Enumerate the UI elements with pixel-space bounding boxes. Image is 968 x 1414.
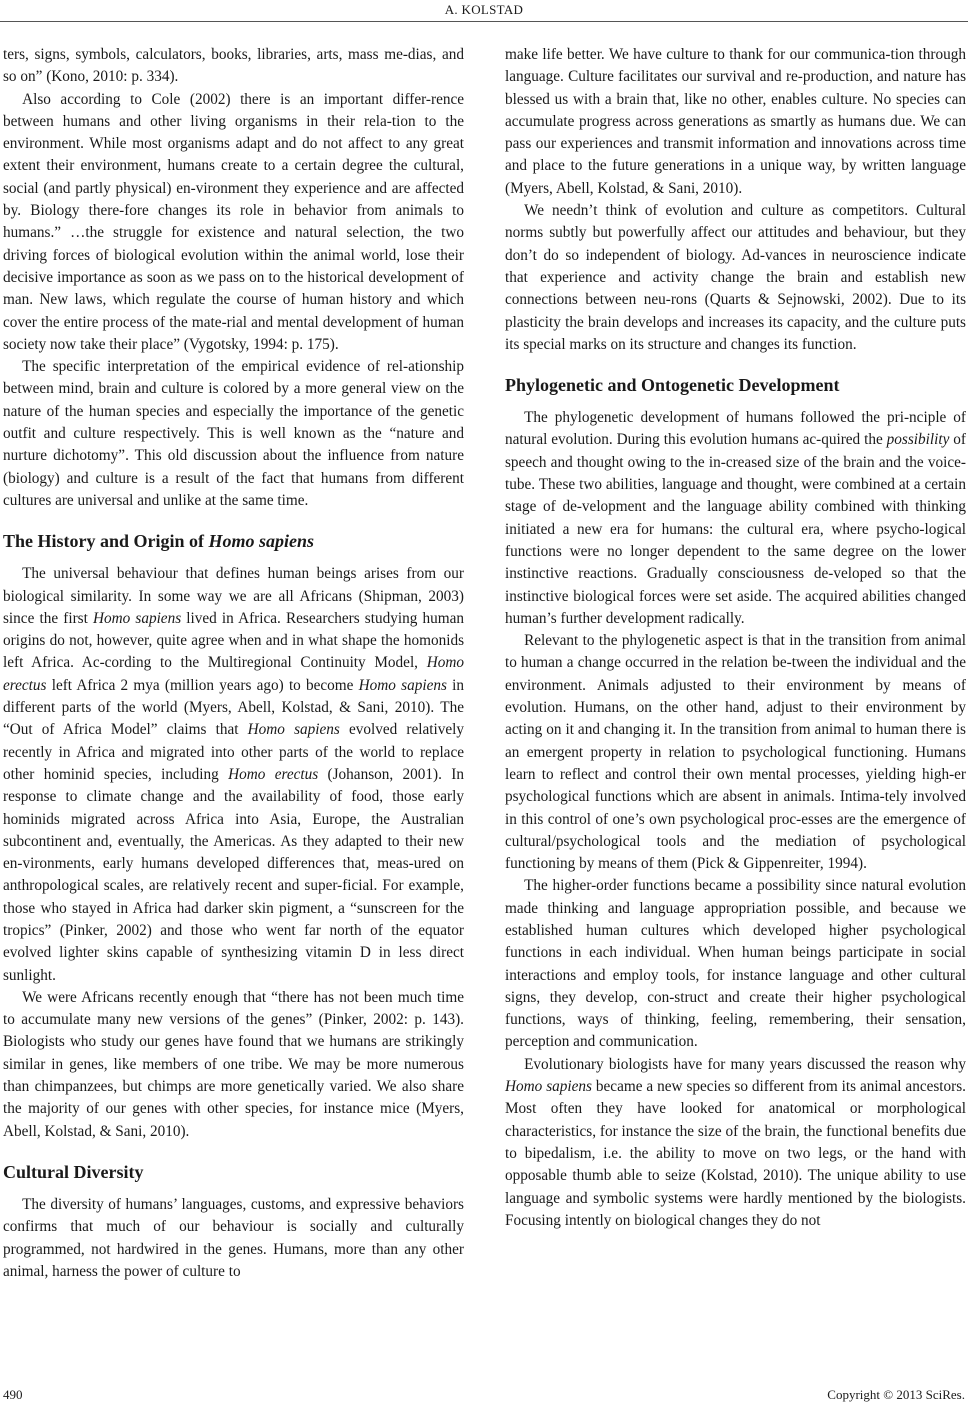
text-run: of speech and thought owing to the in-creased size of the brain and the voice-tube. These two abilities, language and thought, were combined at a certain stage of de-velopment and the language ability combined with thinking initiated a new era for humans: the cultural era, where psycho-logical functions were no longer dependent to the same degree on the lower instinctive reactions. Gradually consciousness de-veloped so that the instinctive biological forces were set aside. The acquired abilities changed human’s further development radically.: [505, 431, 966, 627]
emphasis: possibility: [886, 431, 950, 449]
species-name: Homo sapiens: [92, 609, 182, 627]
paragraph: [3, 563, 464, 987]
species-name: Homo erectus: [228, 765, 319, 783]
section-heading-diversity: Cultural Diversity: [3, 1161, 144, 1182]
paragraph: Also according to Cole (2002) there is an important differ-rence between humans and other living organisms in their rela-tion to the environment. While most organisms adapt and do not affect to any great extent their environment, humans create to a certain degree the cultural, social (and partly physical) en-vironment they experience and are affected by. Biology there-fore changes its role in behavior from animals to humans.” …the struggle for existence and natural selection, the two driving forces of biological evolution within the animal world, lose their decisive importance as soon as we pass on to the historical development of man. New laws, which regulate the course of human history and which cover the entire process of the mate-rial and mental development of human society now take their place” (Vygotsky, 1994: p. 175).: [3, 90, 464, 353]
copyright-notice: Copyright © 2013 SciRes.: [827, 1387, 965, 1402]
paragraph: The higher-order functions became a possibility since natural evolution made thinking and language appropriation possible, and because we established human cultures which developed higher psychological functions in each individual. When human beings participate in social interactions and employ tools, for instance language and other cultural signs, they develop, con-struct and create their higher psychological functions, ways of thinking, feeling, remembering, their sensation, perception and communication.: [505, 877, 966, 1051]
species-name: Homo erectus: [3, 654, 464, 694]
page-number: 490: [3, 1387, 23, 1402]
text-run: (Johanson, 2001). In response to climate change and the availability of food, those early hominids migrated across Africa into Asia, Europe, the Australian subcontinent and, eventually, the Americas. As they adapted to their new en-vironments, early humans developed differences that, meas-ured on anthropological scales, are relatively recent and super-ficial. For example, those who stayed in Africa had darker skin pigment, a “sunscreen for the tropics” (Pinker, 2002) and those who went far north of the equator evolved lighter skins capable of synthesizing vitamin D in less direct sunlight.: [3, 765, 464, 984]
text-run: lived in Africa. Researchers studying human origins do not, however, quite agree when and in what shape the homonids left Africa. Ac-cording to the Multiregional Continuity Model,: [3, 609, 464, 672]
running-header: A. KOLSTAD: [444, 2, 524, 17]
paragraph: We needn’t think of evolution and culture as competitors. Cultural norms subtly but powerfully affect our attitudes and behaviour, but they don’t do so independent of biology. Ad-vances in neuroscience indicate that experience and activity change the brain and establish new connections between neu-rons (Quarts & Sejnowski, 2002). Due to its plasticity the brain develops and increases its capacity, and the culture puts its special marks on its structure and changes its function.: [505, 202, 966, 353]
paragraph: The specific interpretation of the empirical evidence of rel-ationship between mind, brain and culture is colored by a more general view on the nature of the human species and especially the importance of the genetic outfit and culture respectively. This is well known as the “nature and nurture dichotomy”. This old discussion about the influence from nature (biology) and culture is a result of the fact that humans from different cultures are universal and unlike at the same time.: [3, 358, 464, 509]
heading-text: The History and Origin of: [3, 531, 209, 552]
paragraph: Relevant to the phylogenetic aspect is that in the transition from animal to human a change occurred in the relation be-tween the individual and the environment. Animals adjusted to their environment by means of evolution. Humans, on the other hand, adjust to their environment by acting on it and changing it. In the transition from animal to human there is an emergent property in relation to psychological functioning. Humans learn to reflect and control their own mental processes, yielding high-er psychological functions which are absent in animals. Intima-tely involved in this control of one’s own psychological proc-esses are the emergence of cultural/psychological tools and the mediation of psychological functioning by means of them (Pick & Gippenreiter, 1994).: [505, 632, 966, 873]
paragraph: We were Africans recently enough that “there has not been much time to accumulate many new versions of the genes” (Pinker, 2002: p. 143). Biologists who study our genes have found that we humans are strikingly similar in genes, like members of one tribe. We may be more numerous than chimpanzees, but chimps are more genetically varied. We also share the majority of our genes with other species, for instance mice (Myers, Abell, Kolstad, & Sani, 2010).: [3, 988, 464, 1140]
paragraph: [505, 1054, 966, 1232]
species-name: Homo sapiens: [358, 676, 447, 694]
right-column: [505, 44, 966, 1232]
text-run: evolved relatively recently in Africa and migrated into other parts of the world to replace other hominid species, including: [3, 721, 464, 783]
heading-species-name: Homo sapiens: [208, 531, 315, 552]
species-name: Homo sapiens: [505, 1078, 592, 1096]
text-run: left Africa 2 mya (million years ago) to become: [46, 676, 359, 694]
paragraph: make life better. We have culture to thank for our communica-tion through language. Culture facilitates our survival and re-production, and nature has blessed us with a brain that, like no other, enables culture. No species can accumulate progress across generations as smartly as humans due. We can pass our experiences and transmit information and innovations across time and place to the future generations in a unique way, by written language (Myers, Abell, Kolstad, & Sani, 2010).: [505, 46, 966, 197]
text-run: The universal behaviour that defines human beings arises from our biological similarity. In some way we are all Africans (Shipman, 2003) since the first: [3, 565, 464, 627]
section-heading-phylogenetic: Phylogenetic and Ontogenetic Development: [505, 375, 840, 396]
text-run: The phylogenetic development of humans followed the pri-nciple of natural evolution. During this evolution humans ac-quired the: [505, 409, 966, 449]
section-heading-history: [3, 529, 464, 553]
paragraph: ters, signs, symbols, calculators, books, libraries, arts, mass me-dias, and so on” (Kono, 2010: p. 334).: [3, 46, 464, 86]
text-run: Evolutionary biologists have for many years discussed the reason why: [524, 1055, 966, 1073]
species-name: Homo sapiens: [247, 721, 340, 739]
left-column: [3, 44, 464, 1283]
paragraph: The diversity of humans’ languages, customs, and expressive behaviors confirms that much of our behaviour is socially and culturally programmed, not hardwired in the genes. Humans, more than any other animal, harness the power of culture to: [3, 1195, 464, 1280]
text-run: in different parts of the world (Myers, Abell, Kolstad, & Sani, 2010). The “Out of Africa Model” claims that: [3, 676, 464, 739]
header-rule: [0, 21, 968, 22]
paragraph: [505, 407, 966, 630]
text-run: became a new species so different from its animal ancestors. Most often they have looked for anatomical or morphological characteristics, for instance the size of the brain, the functional benefits due to bipedalism, i.e. the ability to move on two legs, or the hand with opposable thumb able to seize (Kolstad, 2010). The unique ability to use language and symbolic systems were hardly mentioned by the biologists. Focusing intently on biological changes they do not: [505, 1078, 966, 1229]
